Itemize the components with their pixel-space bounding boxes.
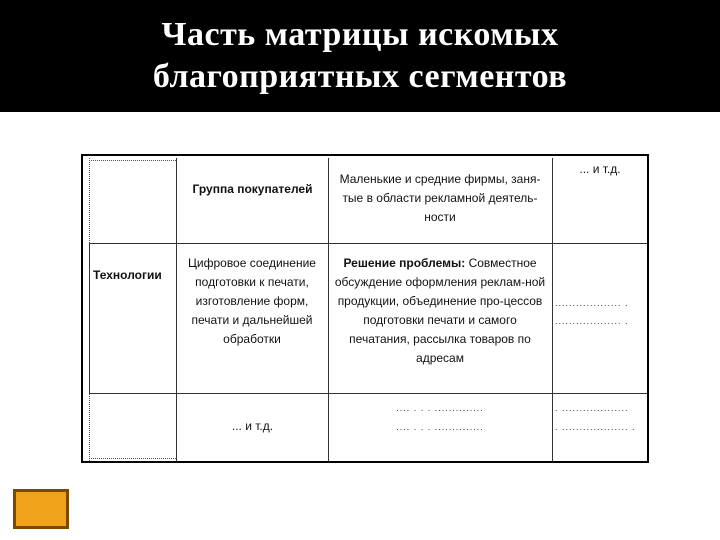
header-etc-cell: ... и т.д. (579, 162, 621, 176)
placeholder-dots: . ................... (555, 403, 629, 413)
slide-title-line-2: благоприятных сегментов (152, 58, 568, 95)
table-divider (89, 458, 176, 459)
target-segment-cell: Маленькие и средние фирмы, заня-тые в области рекламной деятель-ности (339, 172, 541, 224)
table-divider (176, 158, 177, 461)
segment-matrix-table (81, 154, 649, 463)
table-divider (89, 393, 647, 394)
placeholder-dots: ................... . (555, 298, 629, 308)
table-divider (89, 160, 176, 161)
table-divider (552, 158, 553, 461)
placeholder-dots: .... . . . .............. (396, 403, 484, 413)
placeholder-dots: .... . . . .............. (396, 422, 484, 432)
row2-etc-cell: ... и т.д. (231, 419, 274, 433)
slide-nav-button[interactable] (13, 489, 69, 529)
table-divider (328, 158, 329, 461)
technology-cell: Цифровое соединение подготовки к печати, изготовление форм, печати и дальнейшей обработки (188, 256, 316, 346)
placeholder-dots: . ................... . (555, 422, 636, 432)
technology-row-header: Технологии (93, 268, 162, 282)
solution-label: Решение проблемы: (343, 256, 466, 270)
problem-solution-cell (333, 254, 547, 368)
slide-title-bar (0, 0, 720, 112)
solution-text: Совместное обсуждение оформления реклам-ной продукции, объединение про-цессов подготовки печати и самого печатания, рассылка товаров по адресам (334, 256, 546, 365)
buyer-group-header: Группа покупателей (192, 182, 313, 196)
table-divider (89, 158, 90, 243)
table-divider (89, 393, 90, 461)
placeholder-dots: ................... . (555, 316, 629, 326)
slide-title-line-1: Часть матрицы искомых (161, 16, 559, 53)
table-divider (89, 243, 647, 244)
